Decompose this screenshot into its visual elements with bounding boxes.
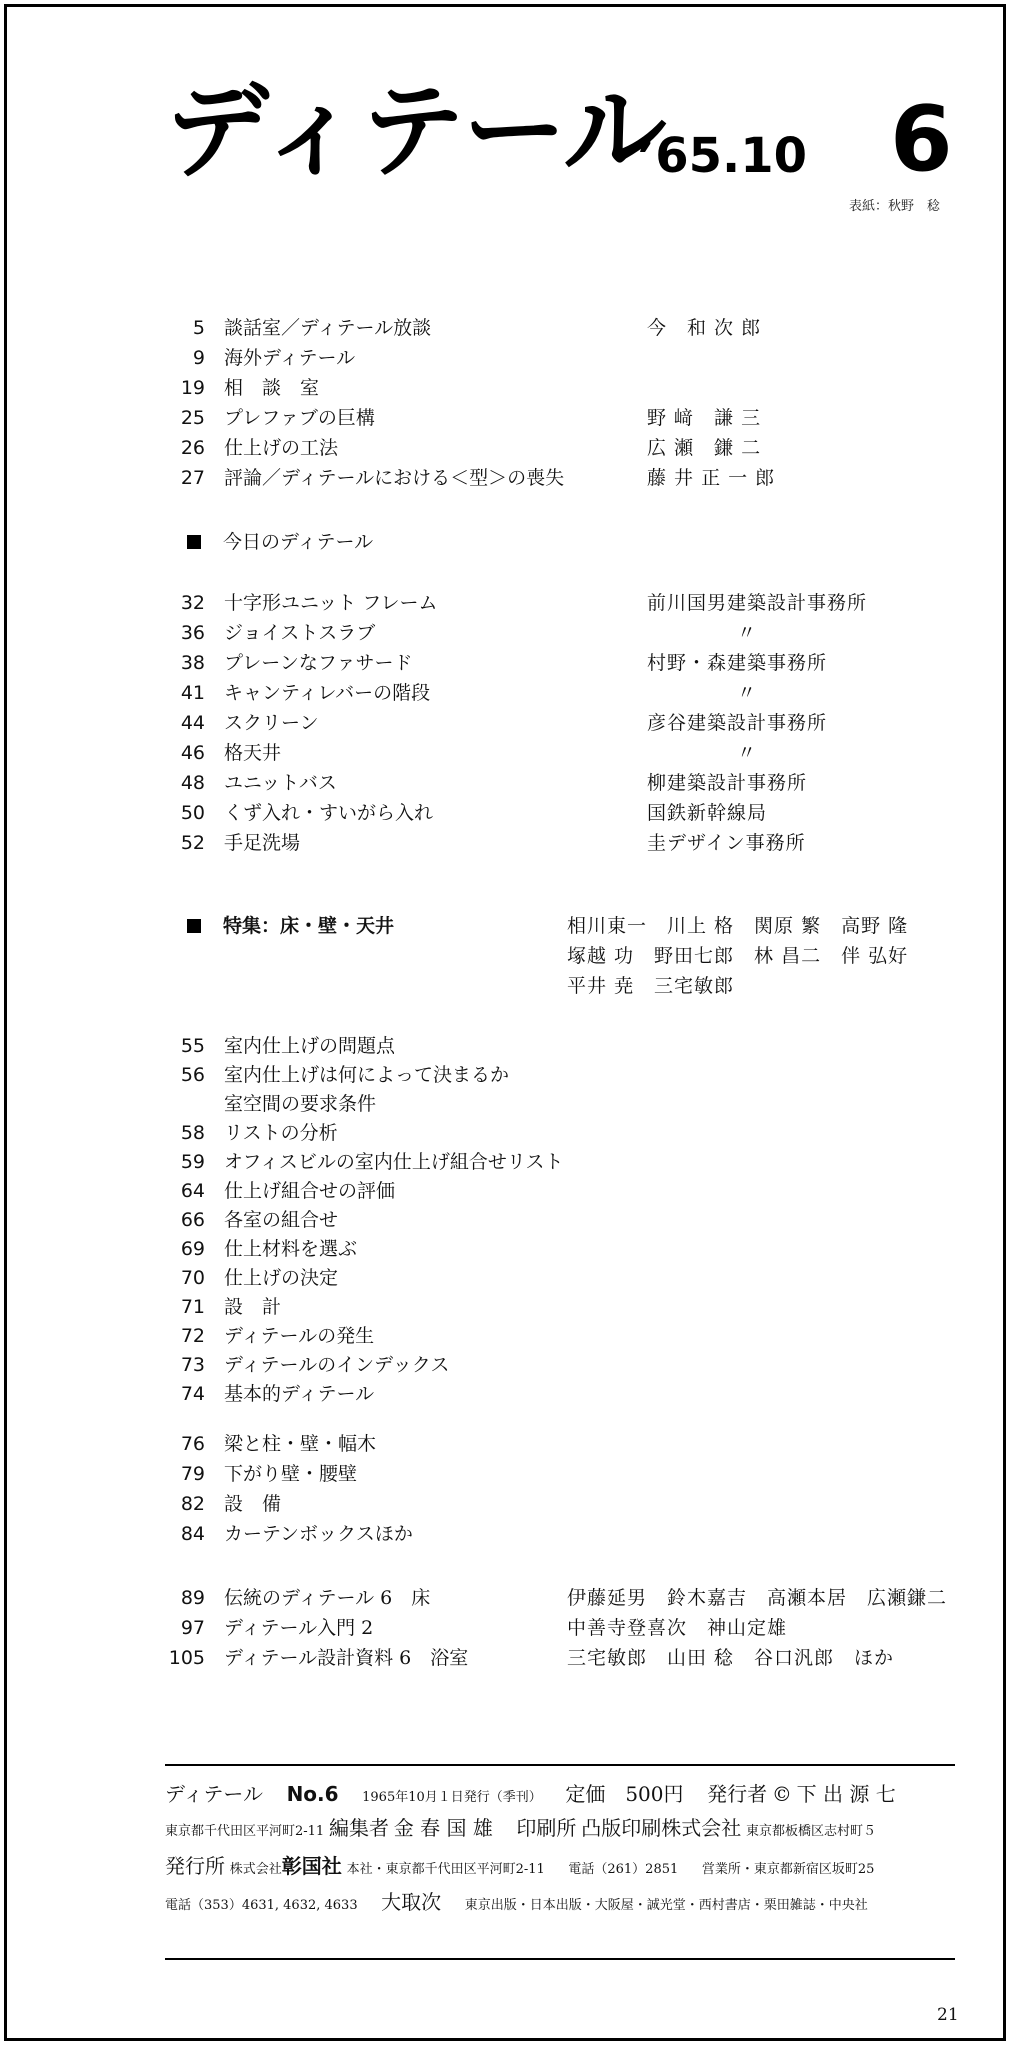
toc-page: 82 <box>180 1493 205 1515</box>
toc-title[interactable]: 海外ディテール <box>224 347 356 369</box>
square-bullet-icon <box>187 535 201 549</box>
magazine-title: ディテール <box>165 70 665 192</box>
feature-authors <box>567 911 908 1001</box>
toc-title[interactable]: ディテール設計資料 6 浴室 <box>224 1647 469 1669</box>
colophon-address: 東京都千代田区平河町2-11 <box>165 1824 325 1839</box>
toc-title[interactable]: 室内仕上げは何によって決まるか <box>224 1064 510 1086</box>
toc-page: 25 <box>180 407 205 429</box>
colophon-line-3 <box>165 1851 965 1885</box>
toc-page: 89 <box>180 1587 205 1609</box>
toc-page: 41 <box>180 682 205 704</box>
colophon-price: 定価 500円 <box>565 1782 684 1806</box>
colophon-printer: 凸版印刷株式会社 <box>581 1816 742 1840</box>
toc-title[interactable]: 梁と柱・壁・幅木 <box>224 1433 377 1455</box>
toc-title[interactable]: 仕上げの決定 <box>224 1267 339 1289</box>
toc-title[interactable]: スクリーン <box>224 712 319 734</box>
toc-author: 〃 <box>737 682 758 704</box>
toc-author: 柳建築設計事務所 <box>647 772 808 794</box>
toc-title[interactable]: カーテンボックスほか <box>224 1523 413 1545</box>
toc-author: 今 和 次 郎 <box>647 317 762 339</box>
colophon-distributor-label: 大取次 <box>381 1890 442 1914</box>
toc-title[interactable]: ディテールのインデックス <box>224 1354 450 1376</box>
toc-title[interactable]: 各室の組合せ <box>224 1209 339 1231</box>
toc-page: 72 <box>180 1325 205 1347</box>
toc-author: 〃 <box>737 622 758 644</box>
toc-title[interactable]: 仕上げの工法 <box>224 437 339 459</box>
toc-author: 中善寺登喜次 神山定雄 <box>567 1617 788 1639</box>
toc-title[interactable]: くず入れ・すいがら入れ <box>224 802 434 824</box>
colophon-company: 彰国社 <box>281 1854 342 1878</box>
issue-date: ’65.10 <box>637 128 808 184</box>
toc-title[interactable]: 相 談 室 <box>224 377 320 399</box>
section-heading-today <box>187 529 373 555</box>
toc-title[interactable]: 室内仕上げの問題点 <box>224 1035 396 1057</box>
colophon-printer-address: 東京都板橋区志村町５ <box>745 1824 876 1839</box>
toc-page: 58 <box>180 1122 205 1144</box>
toc-page: 69 <box>180 1238 205 1260</box>
toc-title[interactable]: 仕上材料を選ぶ <box>224 1238 358 1260</box>
section-heading-feature <box>187 913 394 939</box>
toc-title[interactable]: 評論／ディテールにおける＜型＞の喪失 <box>224 467 565 489</box>
toc-title[interactable]: 仕上げ組合せの評価 <box>224 1180 396 1202</box>
toc-page: 38 <box>180 652 205 674</box>
toc-page: 56 <box>180 1064 205 1086</box>
colophon-printer-label: 印刷所 <box>516 1816 577 1840</box>
toc-page: 97 <box>180 1617 205 1639</box>
toc-author: 彦谷建築設計事務所 <box>647 712 828 734</box>
toc-title[interactable]: ジョイストスラブ <box>224 622 376 644</box>
colophon-company-prefix: 株式会社 <box>229 1862 282 1877</box>
colophon-tel: 電話（261）2851 <box>568 1862 679 1877</box>
feature-authors-line: 相川東一 川上 格 関原 繁 高野 隆 <box>567 915 909 937</box>
colophon-editor-label: 編集者 <box>329 1816 389 1840</box>
toc-title[interactable]: 室空間の要求条件 <box>224 1093 377 1115</box>
toc-title[interactable]: プレファブの巨構 <box>224 407 375 429</box>
colophon-editor: 金 春 国 雄 <box>393 1816 493 1840</box>
colophon-branch: 営業所・東京都新宿区坂町25 <box>701 1862 875 1877</box>
colophon-line-2 <box>165 1813 965 1847</box>
toc-author: 〃 <box>737 742 758 764</box>
colophon-title: ディテール <box>165 1782 263 1806</box>
toc-page: 46 <box>180 742 205 764</box>
colophon-issuer-label: 発行所 <box>165 1854 225 1878</box>
colophon-distributors: 東京出版・日本出版・大阪屋・誠光堂・西村書店・栗田雑誌・中央社 <box>464 1898 868 1913</box>
toc-page: 66 <box>180 1209 205 1231</box>
toc-page: 36 <box>180 622 205 644</box>
toc-title[interactable]: 伝統のディテール 6 床 <box>224 1587 431 1609</box>
square-bullet-icon <box>187 919 201 933</box>
toc-author: 村野・森建築事務所 <box>647 652 828 674</box>
toc-title[interactable]: ディテール入門 2 <box>224 1617 374 1639</box>
toc-title[interactable]: リストの分析 <box>224 1122 338 1144</box>
divider-bottom <box>165 1958 955 1960</box>
toc-page: 48 <box>180 772 205 794</box>
cover-credit: 表紙：秋野 稔 <box>849 199 941 214</box>
toc-author: 伊藤延男 鈴木嘉吉 高瀬本居 広瀬鎌二 <box>567 1587 948 1609</box>
toc-page: 52 <box>180 832 205 854</box>
toc-title[interactable]: 設 計 <box>224 1296 282 1318</box>
toc-page: 5 <box>192 317 205 339</box>
toc-author: 野 﨑 謙 三 <box>647 407 762 429</box>
toc-page: 74 <box>180 1383 205 1405</box>
toc-page: 50 <box>180 802 205 824</box>
magazine-page <box>4 4 1006 2041</box>
toc-author: 国鉄新幹線局 <box>647 802 768 824</box>
colophon-publisher: 下 出 源 七 <box>796 1782 896 1806</box>
colophon-sales-tel: 電話（353）4631, 4632, 4633 <box>165 1898 358 1913</box>
toc-page: 9 <box>192 347 205 369</box>
toc-author: 前川国男建築設計事務所 <box>647 592 868 614</box>
toc-page: 76 <box>180 1433 205 1455</box>
colophon-hq: 本社・東京都千代田区平河町2-11 <box>346 1862 545 1877</box>
toc-title[interactable]: 格天井 <box>224 742 282 764</box>
toc-page: 55 <box>180 1035 205 1057</box>
colophon-date: 1965年10月１日発行（季刊） <box>362 1790 542 1805</box>
colophon-issue-no: No.6 <box>286 1782 339 1806</box>
toc-title[interactable]: 設 備 <box>224 1493 282 1515</box>
toc-title[interactable]: 手足洗場 <box>224 832 301 854</box>
toc-author: 三宅敏郎 山田 稔 谷口汎郎 ほか <box>567 1647 895 1669</box>
toc-page: 44 <box>180 712 205 734</box>
feature-authors-line: 平井 尭 三宅敏郎 <box>567 975 735 997</box>
issue-number: 6 <box>890 87 953 192</box>
toc-title[interactable]: プレーンなファサード <box>224 652 413 674</box>
toc-title[interactable]: 談話室／ディテール放談 <box>224 317 432 339</box>
toc-page: 64 <box>180 1180 205 1202</box>
toc-title[interactable]: ユニットバス <box>224 772 337 794</box>
toc-page: 19 <box>180 377 205 399</box>
toc-author: 圭デザイン事務所 <box>647 832 806 854</box>
toc-author: 藤 井 正 一 郎 <box>647 467 776 489</box>
colophon-line-1 <box>165 1779 965 1813</box>
feature-authors-line: 塚越 功 野田七郎 林 昌二 伴 弘好 <box>567 945 909 967</box>
toc-page: 70 <box>180 1267 205 1289</box>
copyright-icon: © <box>771 1782 792 1806</box>
section-label: 特集：床・壁・天井 <box>223 915 395 937</box>
toc-page: 79 <box>180 1463 205 1485</box>
toc-title[interactable]: 十字形ユニット フレーム <box>224 592 438 614</box>
section-label: 今日のディテール <box>223 531 374 553</box>
toc-title[interactable]: ディテールの発生 <box>224 1325 375 1347</box>
toc-page: 27 <box>180 467 205 489</box>
toc-page: 105 <box>168 1647 205 1669</box>
toc-page: 26 <box>180 437 205 459</box>
toc-page: 59 <box>180 1151 205 1173</box>
toc-title[interactable]: 基本的ディテール <box>224 1383 375 1405</box>
toc-page: 84 <box>180 1523 205 1545</box>
toc-page: 73 <box>180 1354 205 1376</box>
toc-title[interactable]: オフィスビルの室内仕上げ組合せリスト <box>224 1151 564 1173</box>
toc-title[interactable]: キャンティレバーの階段 <box>224 682 431 704</box>
toc-page: 71 <box>180 1296 205 1318</box>
toc-page: 32 <box>180 592 205 614</box>
toc-author: 広 瀬 鎌 二 <box>647 437 762 459</box>
page-number: 21 <box>937 2005 959 2025</box>
colophon-publisher-label: 発行者 <box>707 1782 768 1806</box>
toc-title[interactable]: 下がり壁・腰壁 <box>224 1463 358 1485</box>
colophon-line-4 <box>165 1887 965 1921</box>
divider-top <box>165 1764 955 1766</box>
